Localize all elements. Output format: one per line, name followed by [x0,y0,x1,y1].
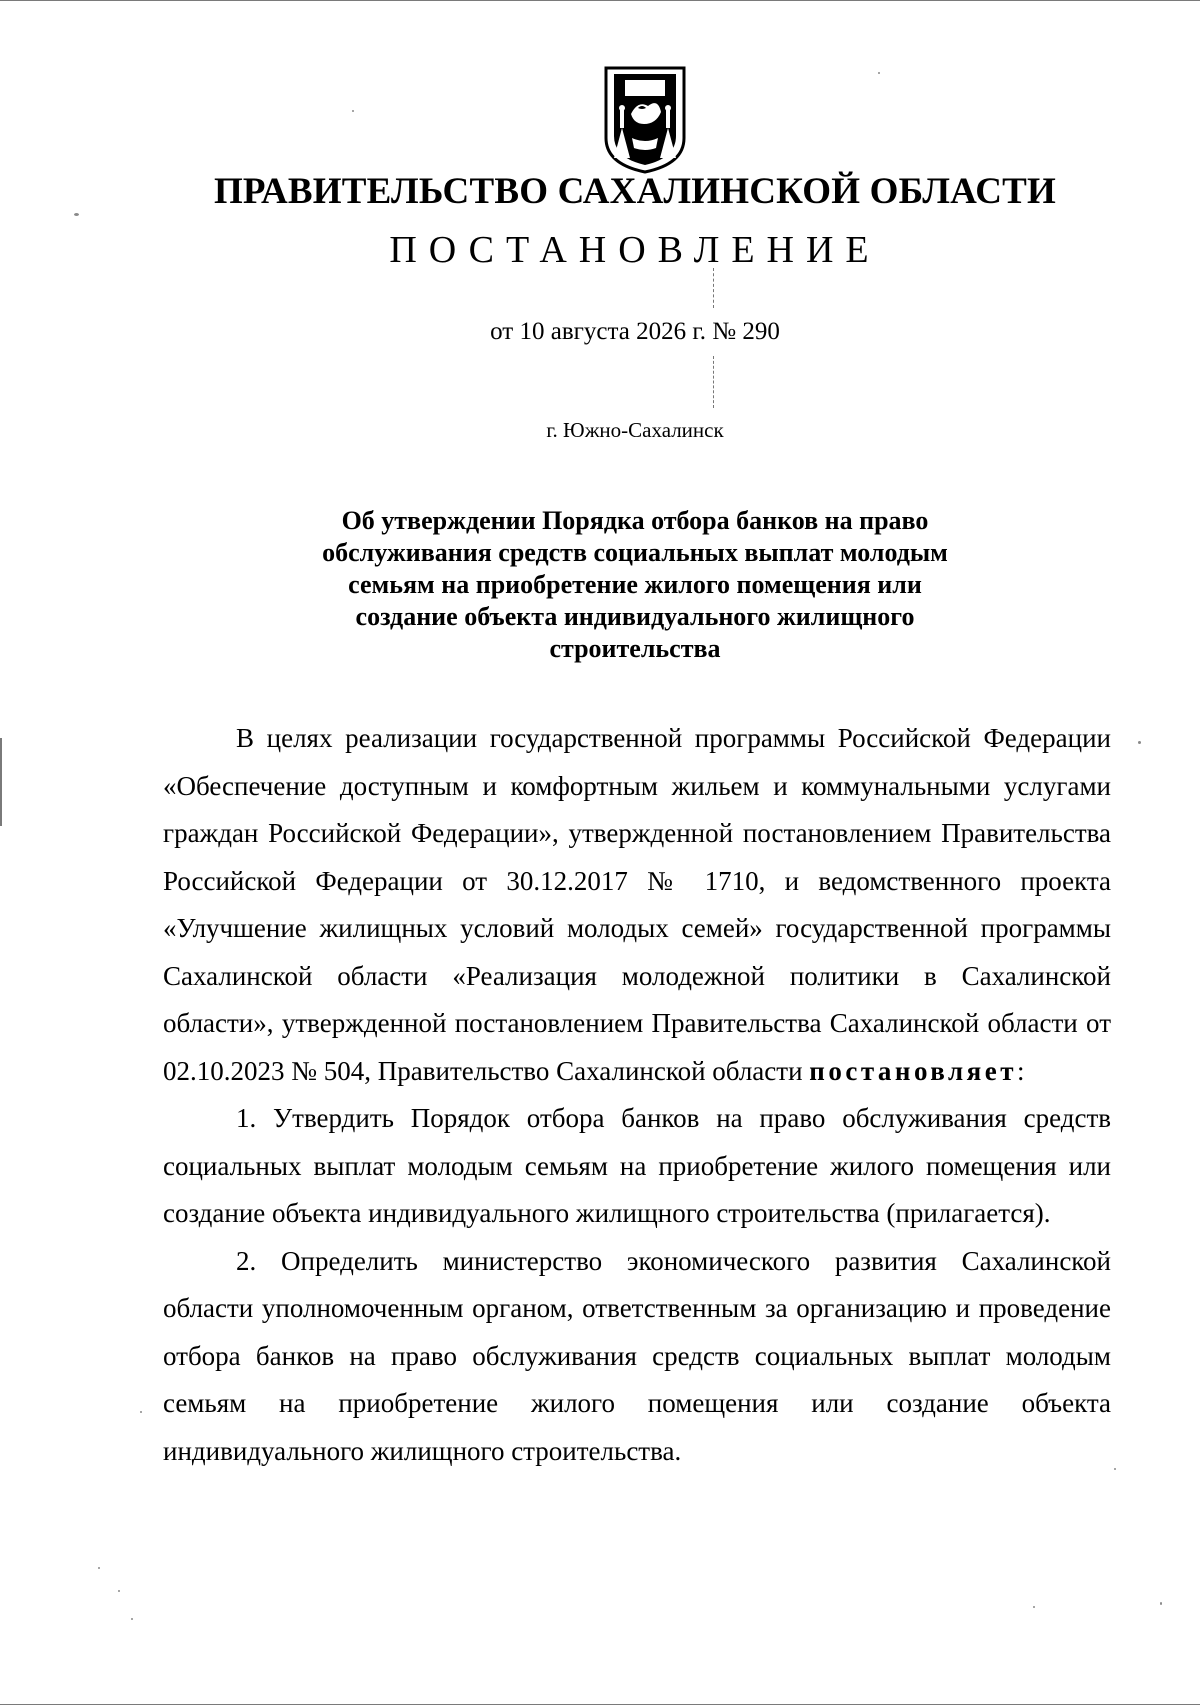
document-date-number: от 10 августа 2026 г. № 290 [490,318,780,345]
scan-speck [98,1567,100,1569]
document-city: г. Южно-Сахалинск [546,418,724,442]
scan-speck [140,1411,142,1413]
scan-left-mark [0,738,2,826]
scan-speck [1138,741,1141,744]
subject-line: создание объекта индивидуального жилищного [355,602,915,631]
fold-mark [713,356,714,408]
subject-line: Об утверждении Порядка отбора банков на право [341,506,929,535]
decree-word: постановляет [809,1055,1018,1086]
subject-line: строительства [549,634,721,663]
preamble-text: В целях реализации государственной программы Российской Федерации «Обеспечение доступным и комфортным жильем и коммунальными услугами граждан Российской Федерации», утвержденной постановлением Правительства Российской Федерации от 30.12.2017 № 1710, и ведомственного проекта «Улучшение жилищных условий молодых семей» государственной программы Сахалинской области «Реализация молодежной политики в Сахалинской области», утвержденной постановлением Правительства Сахалинской области от 02.10.2023 № 504, Правительство Сахалинской области [163,723,1111,1086]
subject-line: обслуживания средств социальных выплат молодым [322,538,948,567]
document-body [163,715,1111,1475]
scan-speck [74,213,79,216]
fold-mark [713,268,714,308]
scan-speck [878,72,880,74]
preamble-paragraph [163,715,1111,1095]
scan-speck [1114,1468,1116,1470]
scan-bottom-line [0,1704,1200,1705]
scan-speck [1160,1602,1162,1605]
document-subject [280,505,990,665]
decree-colon: : [1017,1055,1025,1086]
document-type: ПОСТАНОВЛЕНИЕ [389,229,881,271]
scan-speck [118,1590,120,1592]
item-2-paragraph: 2. Определить министерство экономического развития Сахалинской области уполномоченным органом, ответственным за организацию и проведение отбора банков на право обслуживания средств социальных выплат молодым семьям на приобретение жилого помещения или создание объекта индивидуального жилищного строительства. [163,1245,1111,1466]
sakhalin-coat-of-arms-icon [598,66,692,174]
subject-line: семьям на приобретение жилого помещения или [348,570,922,599]
scan-top-line [0,0,1200,1]
scan-speck [1033,1606,1035,1608]
scan-speck [352,110,354,112]
scan-speck [131,1618,133,1620]
government-name: ПРАВИТЕЛЬСТВО САХАЛИНСКОЙ ОБЛАСТИ [213,171,1057,212]
item-1-paragraph: 1. Утвердить Порядок отбора банков на право обслуживания средств социальных выплат молодым семьям на приобретение жилого помещения или создание объекта индивидуального жилищного строительства (прилагается). [163,1103,1111,1228]
